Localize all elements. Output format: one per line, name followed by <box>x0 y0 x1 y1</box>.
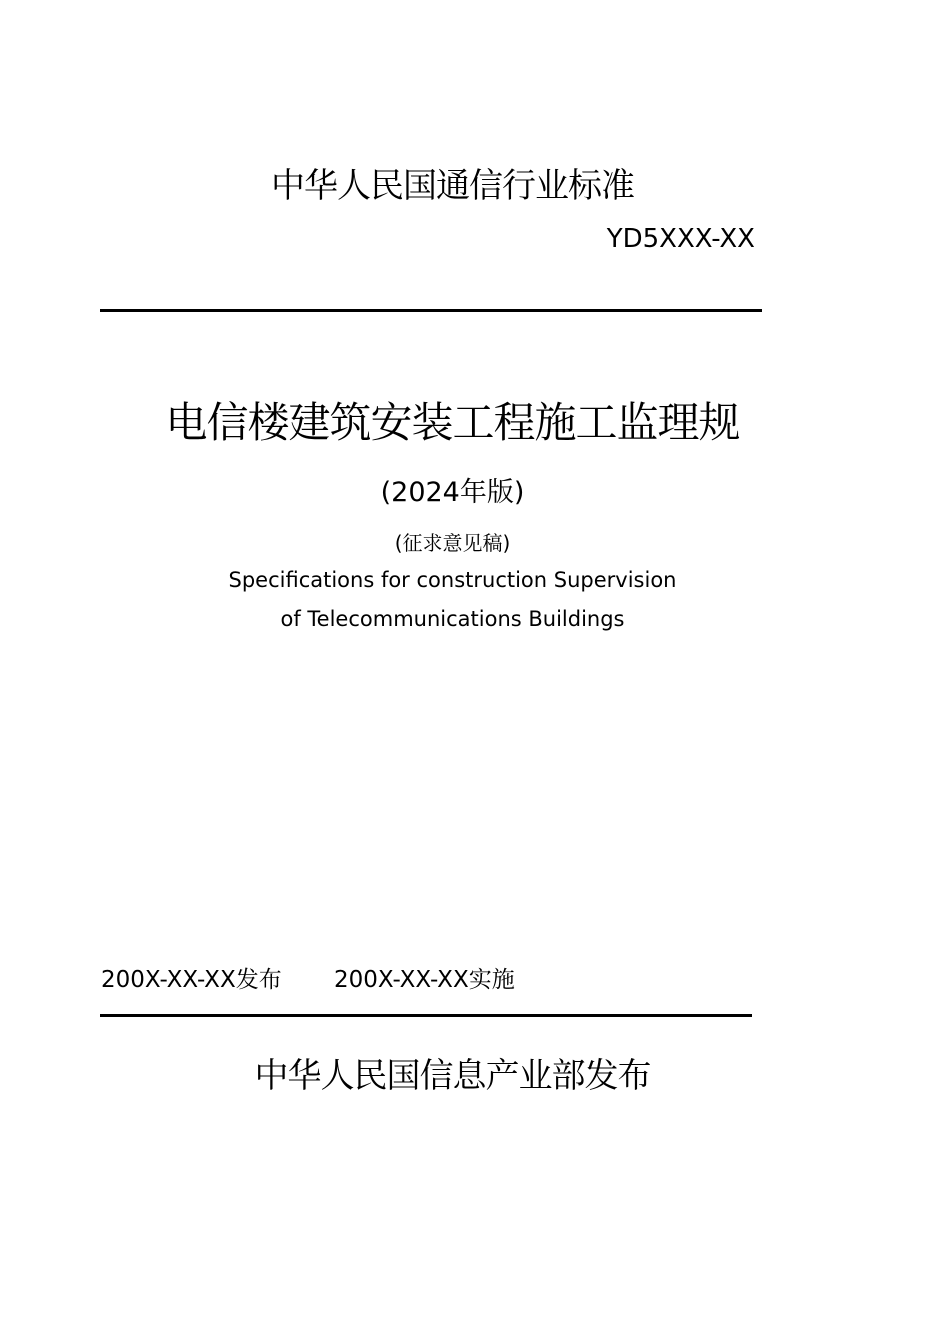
draft-note: (征求意见稿) <box>394 531 511 555</box>
standard-code: YD5XXX-XX <box>606 224 755 254</box>
top-divider <box>100 309 762 312</box>
document-title: 电信楼建筑安装工程施工监理规 <box>165 398 740 447</box>
edition-label: (2024年版) <box>380 477 525 508</box>
standard-organization: 中华人民国通信行业标准 <box>271 166 634 206</box>
bottom-divider <box>100 1014 752 1017</box>
issuing-authority: 中华人民国信息产业部发布 <box>254 1056 651 1096</box>
release-date: 200X-XX-XX发布 <box>101 967 282 993</box>
english-title-line-2: of Telecommunications Buildings <box>280 607 625 631</box>
effective-date: 200X-XX-XX实施 <box>334 967 515 993</box>
english-title-line-1: Specifications for construction Supervision <box>228 568 677 592</box>
